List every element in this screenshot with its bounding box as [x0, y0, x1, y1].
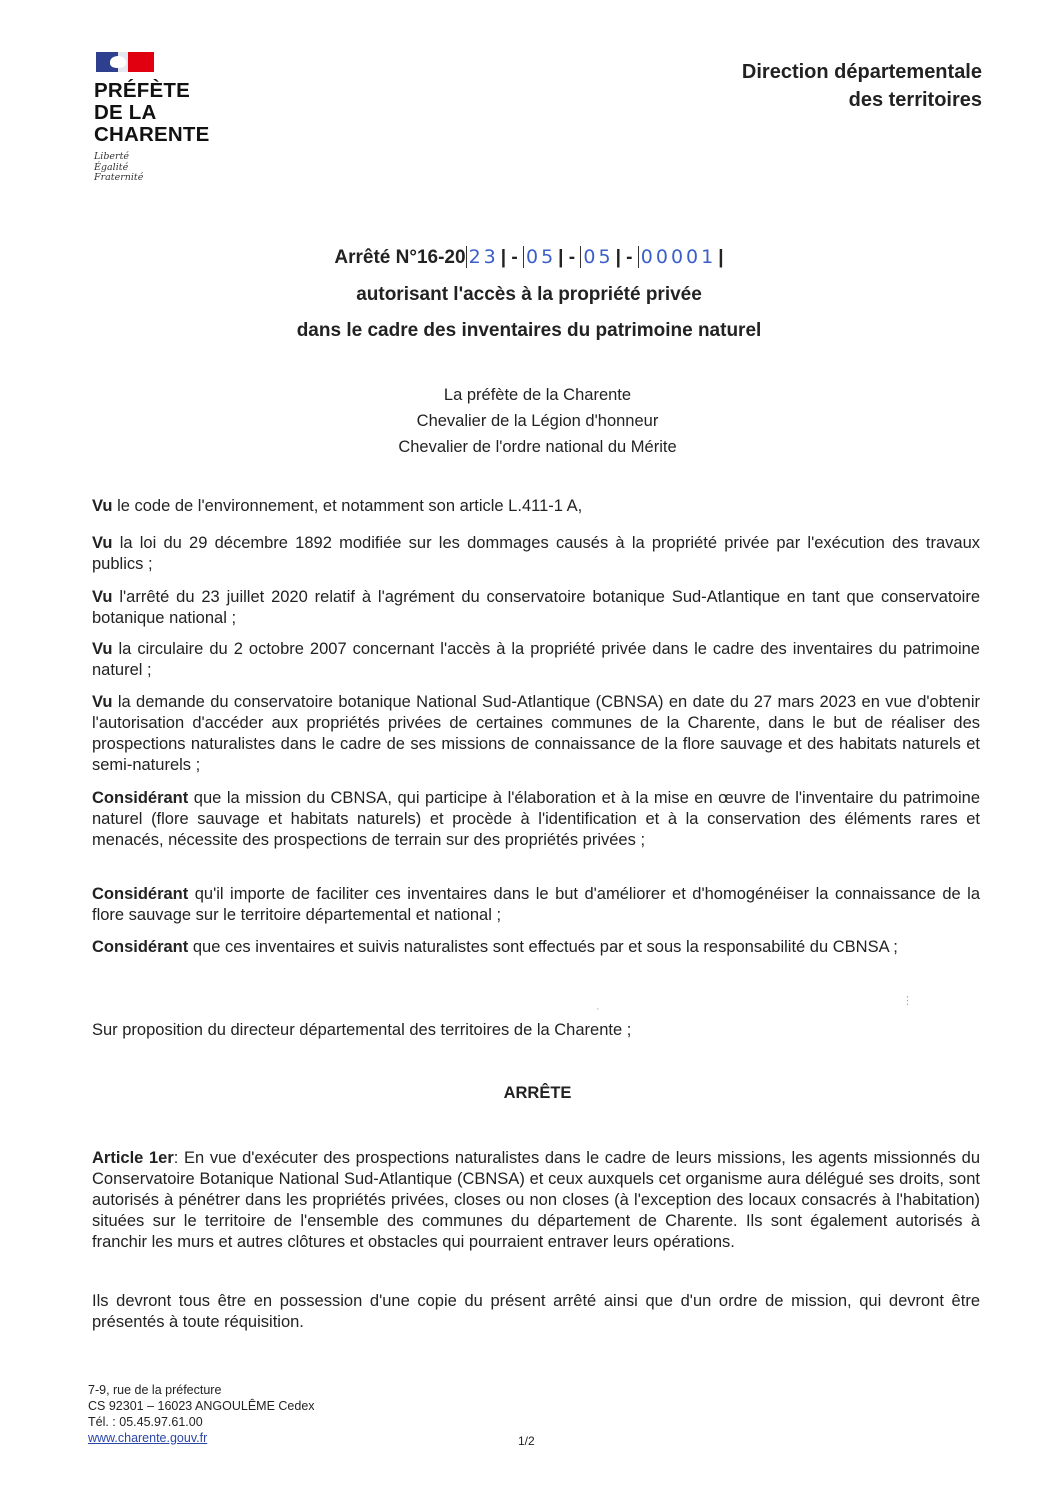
article-1: Article 1er: En vue d'exécuter des prospections naturalistes dans le cadre de leurs missions, les agents missionnés du Conservatoire Botanique National Sud-Atlantique (CBNSA) et ceux auxquels cet organisme aura délégué ses droits, sont autorisés à pénétrer dans les propriétés privées, closes ou non closes (à l'exception des locaux consacrés à l'habitation) situées sur le territoire de l'ensemble des communes du département de Charente. Ils sont également autorisés à franchir les murs et autres clôtures et obstacles qui pourraient entraver leurs opérations.: [92, 1149, 980, 1251]
authority-line: Chevalier de l'ordre national du Mérite: [398, 438, 677, 456]
address-line: CS 92301 – 16023 ANGOULÊME Cedex: [88, 1399, 315, 1413]
decree-number-prefix: Arrêté N°16-20: [334, 247, 466, 268]
handwritten-month: 05: [523, 246, 558, 268]
considering-paragraph: Considérant qu'il importe de faciliter ces inventaires dans le but d'améliorer et d'homogénéiser la connaissance de la flore sauvage sur le territoire départemental et national ;: [92, 885, 980, 924]
visa-paragraph: Vu le code de l'environnement, et notamment son article L.411-1 A,: [92, 497, 583, 515]
scan-speck: ⋮: [902, 995, 913, 1007]
authority-line: Chevalier de la Légion d'honneur: [416, 412, 659, 430]
decree-number: Arrêté N°16-20 23 | - 05 | - 05 | - 00001 |: [334, 246, 724, 268]
logo-title-line: CHARENTE: [94, 123, 210, 146]
motto-line: Fraternité: [94, 172, 144, 183]
logo-title-line: DE LA: [94, 101, 157, 124]
handwritten-day: 05: [580, 246, 615, 268]
direction-line: Direction départementale: [741, 61, 982, 83]
decree-heading: ARRÊTE: [503, 1084, 572, 1102]
article-1-followup: Ils devront tous être en possession d'une copie du présent arrêté ainsi que d'un ordre de mission, qui devront être présentés à toute réquisition.: [92, 1292, 980, 1331]
footer-address: [88, 1382, 315, 1446]
proposal-paragraph: Sur proposition du directeur départemental des territoires de la Charente ;: [92, 1021, 632, 1039]
address-line: 7-9, rue de la préfecture: [88, 1383, 222, 1397]
scan-speck: ·: [596, 1003, 600, 1015]
motto-line: Égalité: [94, 161, 129, 173]
authority-block: [0, 382, 1058, 460]
logo-title: [94, 80, 210, 146]
considering-paragraph: Considérant que la mission du CBNSA, qui participe à l'élaboration et à la mise en œuvre de l'inventaire du patrimoine naturel (flore sauvage et habitats naturels) et procède à l'identification et à la conservation des éléments rares et menacés, nécessite des prospections de terrain sur des propriétés privées ;: [92, 789, 980, 849]
decree-subtitle-line2: dans le cadre des inventaires du patrimoine naturel: [296, 320, 762, 341]
decree-subtitle-line1: autorisant l'accès à la propriété privée: [356, 284, 702, 305]
visa-paragraph: Vu la loi du 29 décembre 1892 modifiée sur les dommages causés à la propriété privée par l'exécution des travaux publics ;: [92, 534, 980, 573]
motto-line: Liberté: [94, 151, 130, 162]
republic-motto: [94, 152, 143, 184]
visa-paragraph: Vu l'arrêté du 23 juillet 2020 relatif à l'agrément du conservatoire botanique Sud-Atlantique en tant que conservatoire botanique national ;: [92, 588, 980, 627]
visa-paragraph: Vu la circulaire du 2 octobre 2007 concernant l'accès à la propriété privée dans le cadre des inventaires du patrimoine naturel ;: [92, 640, 980, 679]
handwritten-sequence: 00001: [638, 246, 718, 268]
article-1-heading: Article 1er: [92, 1149, 174, 1167]
direction-line: des territoires: [848, 89, 982, 111]
marianne-flag-icon: [96, 52, 154, 72]
considering-paragraph: Considérant que ces inventaires et suivis naturalistes sont effectués par et sous la responsabilité du CBNSA ;: [92, 938, 898, 956]
handwritten-year: 23: [466, 246, 501, 268]
page-number: 1/2: [518, 1434, 535, 1448]
visa-paragraph: Vu la demande du conservatoire botanique National Sud-Atlantique (CBNSA) en date du 27 mars 2023 en vue d'obtenir l'autorisation d'accéder aux propriétés privées de certaines communes de la Charente, dans le but de réaliser des prospections naturalistes dans le cadre de ses missions de connaissance de la flore sauvage et des habitats naturels et semi-naturels ;: [92, 693, 980, 774]
website-link[interactable]: www.charente.gouv.fr: [88, 1431, 208, 1445]
logo-title-line: PRÉFÈTE: [94, 79, 190, 102]
address-line: Tél. : 05.45.97.61.00: [88, 1415, 203, 1429]
authority-line: La préfète de la Charente: [443, 386, 632, 404]
issuing-direction: [742, 58, 982, 114]
